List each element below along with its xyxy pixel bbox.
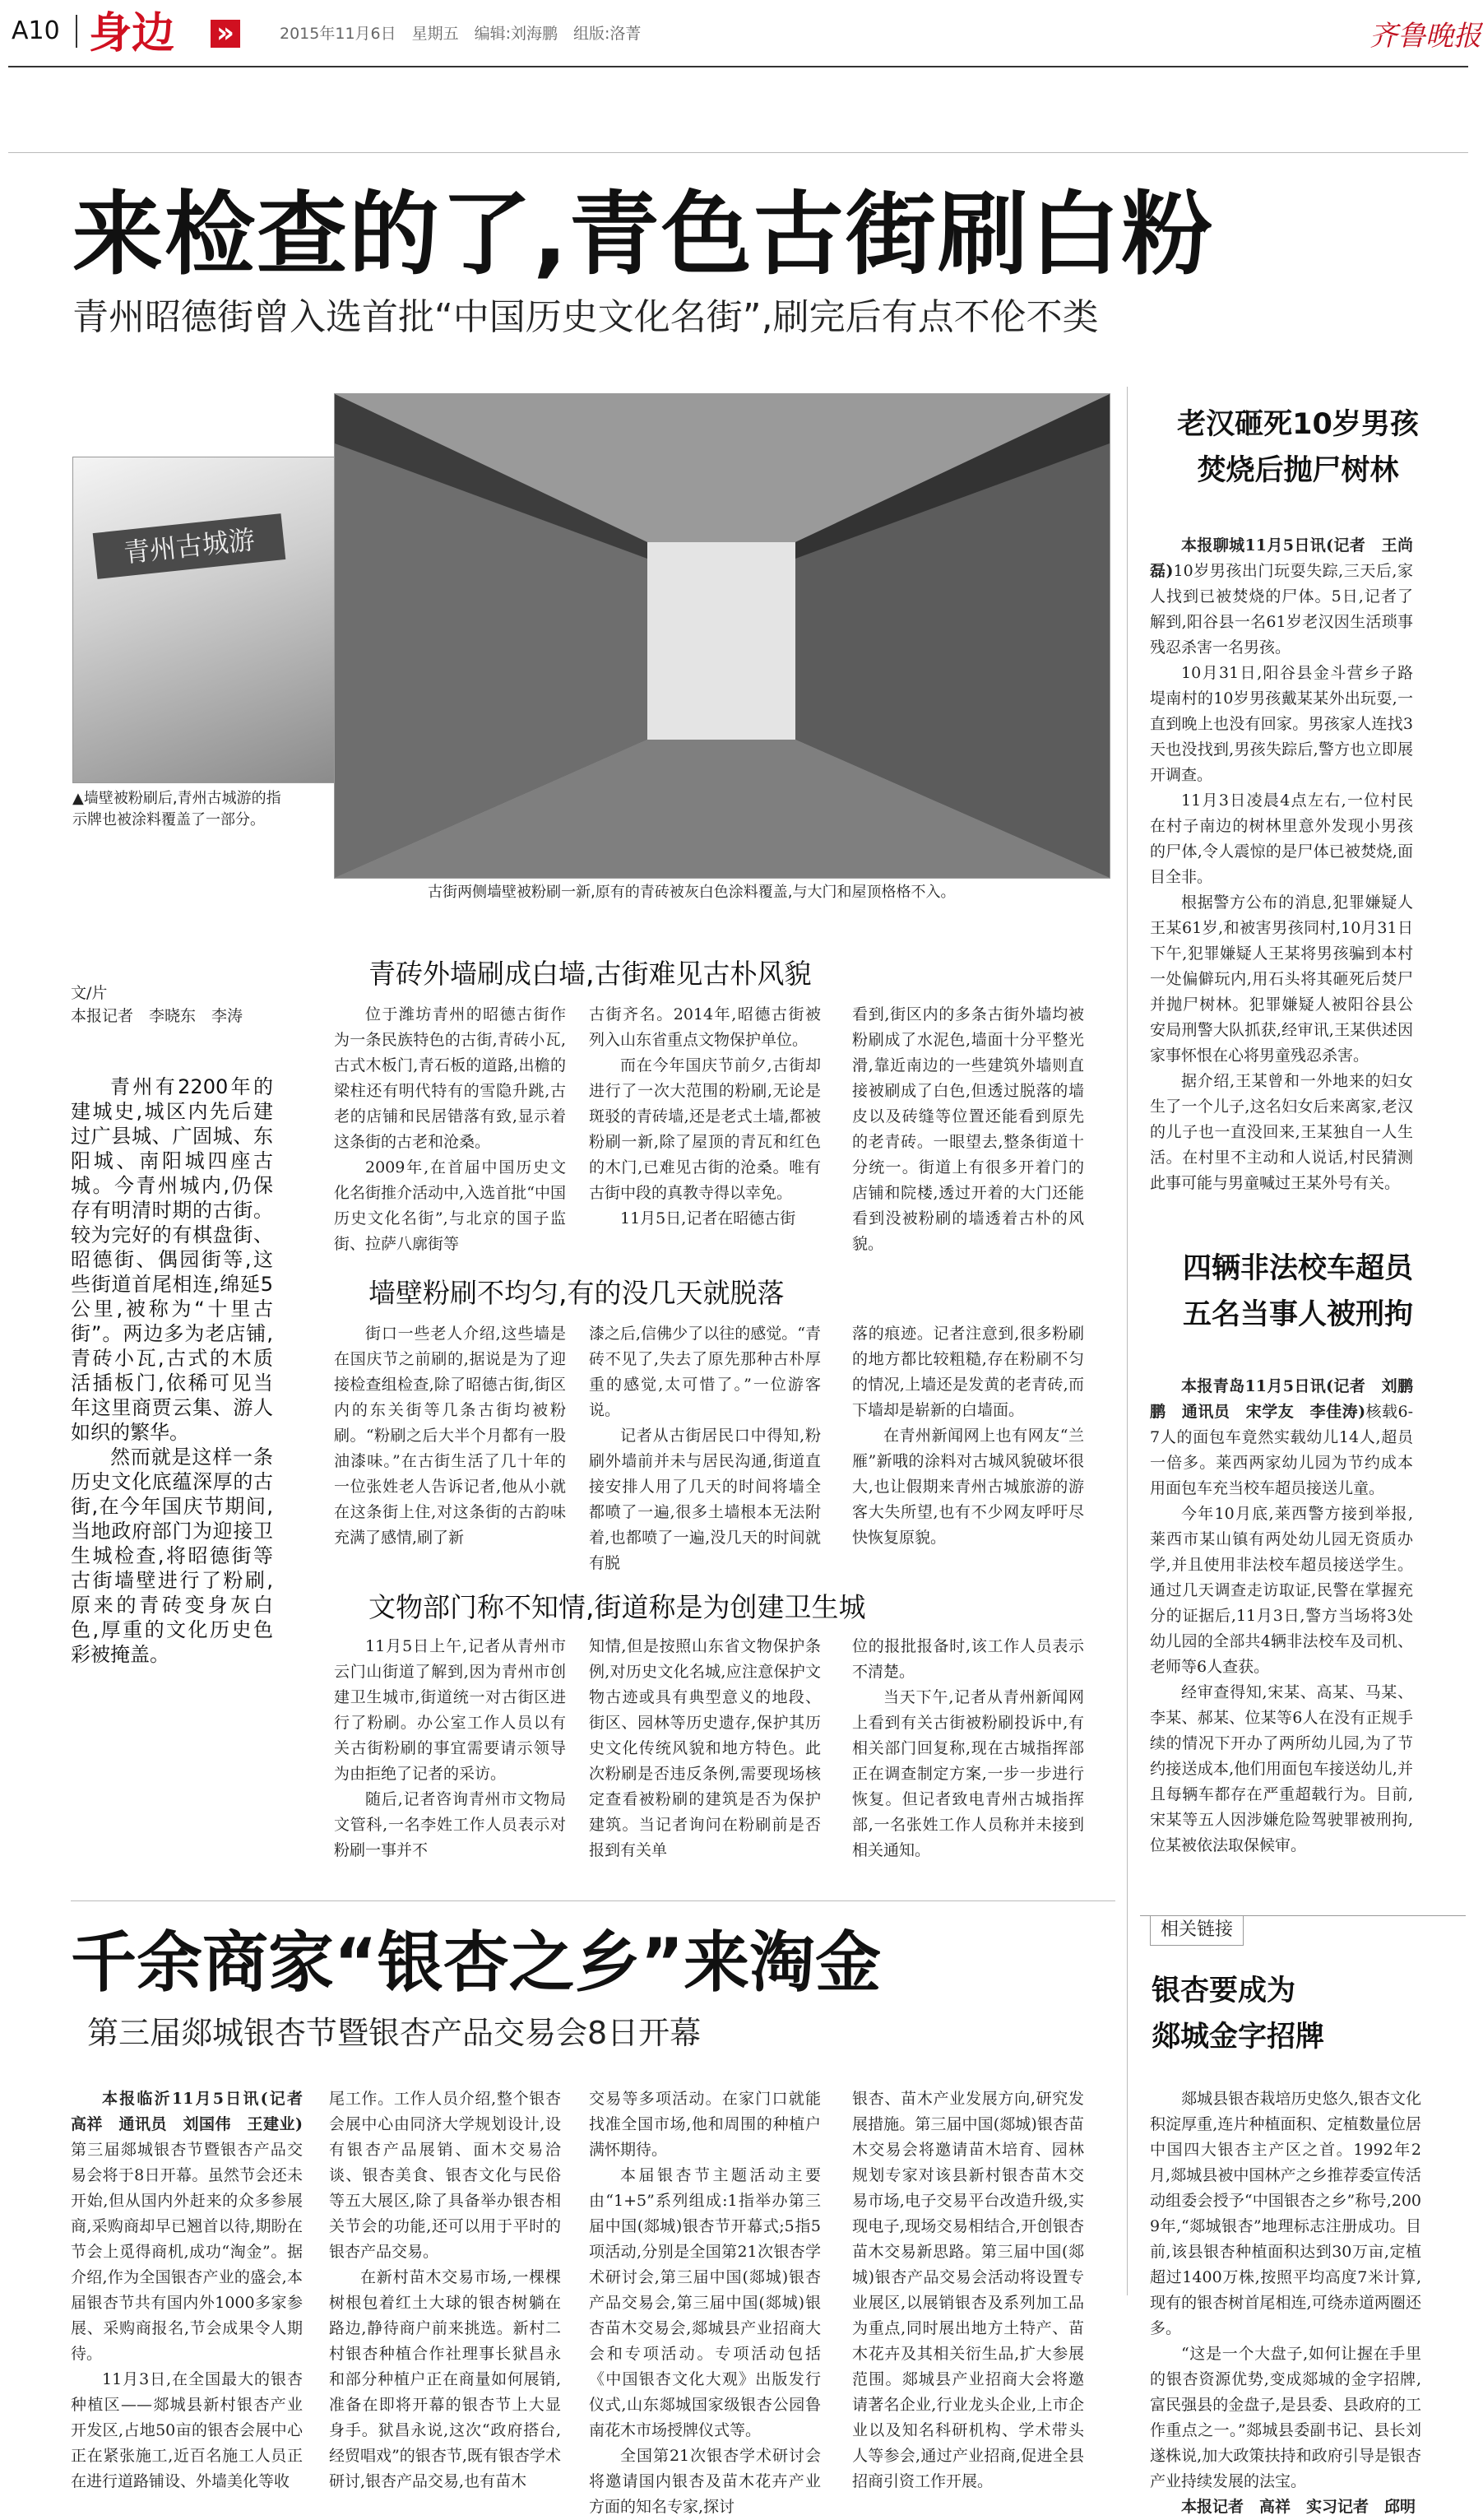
related-headline: [1152, 1968, 1324, 2060]
sidebar-story-2-body: [1150, 1374, 1413, 1859]
article-paragraph: [71, 2086, 319, 2367]
article-paragraph: 银杏、苗木产业发展方向,研究发展措施。第三届中国(郯城)银杏苗木交易会将邀请苗木培育、园林规划专家对该县新村银杏苗木交易市场,电子交易平台改造升级,实现电子,现场交易相结合,开创银杏苗木交易新思路。第三届中国(郯城)银杏产品交易会活动将设置专业展区,以展销银杏及系列加工品为重点,同时展出地方土特产、苗木花卉及其相关衍生品,扩大参展范围。郯城县产业招商大会将邀请著名企业,行业龙头企业,上市企业以及知名科研机构、学术带头人等参会,通过产业招商,促进全县招商引资工作开展。: [852, 2090, 1084, 2490]
byline-text-photo: 文/片: [71, 984, 108, 1002]
article-text: 核载6-7人的面包车竟然实载幼儿14人,超员一倍多。莱西两家幼儿园为节约成本用面包车充当校车超员接送儿童。: [1150, 1403, 1413, 1497]
article-paragraph: 古街齐名。2014年,昭德古街被列入山东省重点文物保护单位。: [589, 1005, 821, 1049]
sidebar-story-1-body: [1150, 533, 1413, 1196]
article-paragraph: 位的报批报备时,该工作人员表示不清楚。: [852, 1637, 1084, 1681]
photo-large-street: [334, 393, 1110, 879]
sub3-column-3: [852, 1634, 1084, 1863]
article-paragraph: 2009年,在首届中国历史文化名街推介活动中,入选首批“中国历史文化名街”,与北京的国子监街、拉萨八廓街等: [334, 1158, 566, 1253]
article-byline: 本报记者 高祥 实习记者 邱明: [1181, 2498, 1416, 2516]
article-paragraph: “这是一个大盘子,如何让握在手里的银杏资源优势,变成郯城的金字招牌,富民强县的金盘子,是县委、县政府的工作重点之一。”郯城县委副书记、县长刘遂株说,加大政策扶持和政府引导是银杏产业持续发展的法宝。: [1150, 2345, 1421, 2490]
article-paragraph: 11月5日上午,记者从青州市云门山街道了解到,因为青州市创建卫生城市,街道统一对古街区进行了粉刷。办公室工作人员以有关古街粉刷的事宜需要请示领导为由拒绝了记者的采访。: [334, 1637, 566, 1783]
sub1-column-2: [589, 1002, 821, 1232]
sub1-column-3: [852, 1002, 1084, 1257]
related-body: [1150, 2086, 1421, 2520]
sub2-column-3: [852, 1321, 1084, 1551]
sub2-column-1: [334, 1321, 566, 1551]
article-paragraph: 今年10月底,莱西警方接到举报,莱西市某山镇有两处幼儿园无资质办学,并且使用非法校车超员接送学生。通过几天调查走访取证,民警在掌握充分的证据后,11月3日,警方当场将3处幼儿园的全部共4辆非法校车及司机、老师等6人查获。: [1150, 1505, 1413, 1676]
article-paragraph: [1150, 533, 1413, 661]
article-paragraph: 知情,但是按照山东省文物保护条例,对历史文化名城,应注意保护文物古迹或具有典型意义的地段、街区、园林等历史遗存,保护其历史文化传统风貌和地方特色。此次粉刷是否违反条例,需要现场核定查看被粉刷的建筑是否为保护建筑。当记者询问在粉刷前是否报到有关单: [589, 1637, 821, 1859]
article-paragraph: 而在今年国庆节前夕,古街却进行了一次大范围的粉刷,无论是斑驳的青砖墙,还是老式土墙,都被粉刷一新,除了屋顶的青瓦和红色的木门,已难见古街的沧桑。唯有古街中段的真教寺得以幸免。: [589, 1056, 821, 1202]
sub2-column-2: [589, 1321, 821, 1576]
main-subheadline: 青州昭德街曾入选首批“中国历史文化名街”,刷完后有点不伦不类: [72, 296, 1099, 338]
sub3-column-1: [334, 1634, 566, 1863]
photo-sign-board: [93, 513, 286, 579]
article-paragraph: 尾工作。工作人员介绍,整个银杏会展中心由同济大学规划设计,设有银杏产品展销、面木交易洽谈、银杏美食、银杏文化与民俗等五大展区,除了具备举办银杏相关节会的功能,还可以用于平时的银杏产品交易。: [329, 2090, 561, 2261]
article-paragraph: 街口一些老人介绍,这些墙是在国庆节之前刷的,据说是为了迎接检查组检查,除了昭德古街,街区内的东关街等几条古街均被粉刷。“粉刷之后大半个月都有一股油漆味。”在古街生活了几十年的一位张姓老人告诉记者,他从小就在这条街上住,对这条街的古韵味充满了感情,刷了新: [334, 1325, 566, 1547]
second-column-4: [852, 2086, 1084, 2494]
sidebar-headline-line: 四辆非法校车超员: [1182, 1252, 1413, 1285]
article-paragraph: 全国第21次银杏学术研讨会将邀请国内银杏及苗木花卉产业方面的知名专家,探讨: [589, 2447, 821, 2516]
second-byline: 本报临沂11月5日讯(记者 高祥 通讯员 刘国伟 王建业): [71, 2090, 319, 2133]
related-link-label: 相关链接: [1150, 1915, 1244, 1946]
sidebar-story-2-headline: [1135, 1246, 1461, 1338]
article-text: 10岁男孩出门玩耍失踪,三天后,家人找到已被焚烧的尸体。5日,记者了解到,阳谷县一名61岁老汉因生活琐事残忍杀害一名男孩。: [1150, 562, 1413, 657]
sidebar-headline-line: 五名当事人被刑拘: [1182, 1298, 1413, 1331]
article-paragraph: 看到,街区内的多条古街外墙均被粉刷成了水泥色,墙面十分平整光滑,靠近南边的一些建筑外墙则直接被刷成了白色,但透过脱落的墙皮以及砖缝等位置还能看到原先的老青砖。一眼望去,整条街道十分统一。街道上有很多开着门的店铺和院楼,透过开着的大门还能看到没被粉刷的墙透着古朴的风貌。: [852, 1005, 1084, 1253]
section-title: [89, 8, 174, 59]
date-line: 2015年11月6日 星期五 编辑:刘海鹏 组版:洛菁: [280, 25, 642, 43]
article-paragraph: 据介绍,王某曾和一外地来的妇女生了一个儿子,这名妇女后来离家,老汉的儿子也一直没回来,王某独自一人生活。在村里不主动和人说话,村民猜测此事可能与男童喊过王某外号有关。: [1150, 1072, 1413, 1192]
article-text: 第三届郯城银杏节暨银杏产品交易会将于8日开幕。虽然节会还未开始,但从国内外赶来的众多参展商,采购商却早已翘首以待,期盼在节会上觅得商机,成功“淘金”。据介绍,作为全国银杏产业的盛会,本届银杏节共有国内外1000多家参展、采购商报名,节会成果令人期待。: [71, 2141, 303, 2363]
main-headline: 来检查的了,青色古街刷白粉: [72, 182, 1214, 287]
article-paragraph: 郯城县银杏栽培历史悠久,银杏文化积淀厚重,连片种植面积、定植数量位居中国四大银杏主产区之首。1992年2月,郯城县被中国林产之乡推荐委宣传活动组委会授予“中国银杏之乡”称号,2009年,“郯城银杏”地理标志注册成功。目前,该县银杏种植面积达到30万亩,定植超过1400万株,按照平均高度7米计算,现有的银杏树首尾相连,可绕赤道两圈还多。: [1150, 2090, 1421, 2337]
subsection-heading-1: 青砖外墙刷成白墙,古街难见古朴风貌: [368, 958, 812, 990]
subsection-heading-3: 文物部门称不知情,街道称是为创建卫生城: [368, 1591, 866, 1623]
subsection-heading-2: 墙壁粉刷不均匀,有的没几天就脱落: [368, 1277, 785, 1309]
related-headline-line: 郯城金字招牌: [1152, 2021, 1325, 2054]
sidebar-divider: [1127, 387, 1128, 2295]
article-paragraph: 当天下午,记者从青州新闻网上看到有关古街被粉刷投诉中,有相关部门回复称,现在古城指挥部正在调查制定方案,一步一步进行恢复。但记者致电青州古城指挥部,一名张姓工作人员称并未接到相关通知。: [852, 1688, 1084, 1859]
article-paragraph: 在青州新闻网上也有网友“兰雁”新哦的涂料对古城风貌破坏很大,也让假期来青州古城旅游的游客大失所望,也有不少网友呼吁尽快恢复原貌。: [852, 1427, 1084, 1547]
sub3-column-2: [589, 1634, 821, 1863]
photo-small-caption: ▲墙壁被粉刷后,青州古城游的指示牌也被涂料覆盖了一部分。: [72, 790, 281, 828]
photo-large-caption: 古街两侧墙壁被粉刷一新,原有的青砖被灰白色涂料覆盖,与大门和屋顶格格不入。: [428, 884, 956, 901]
article-paragraph: 在新村苗木交易市场,一棵棵树根包着红土大球的银杏树躺在路边,静待商户前来挑选。新村二村银杏种植合作社理事长狱昌永和部分种植户正在商量如何展销,准备在即将开幕的银杏节上大显身手。狱昌永说,这次“政府搭台,经贸唱戏”的银杏节,既有银杏学术研讨,银杏产品交易,也有苗木: [329, 2268, 561, 2490]
lead-paragraphs: [71, 1074, 273, 1667]
chevron-right-icon: »: [216, 16, 234, 49]
section-arrows-badge: [211, 16, 240, 49]
sub1-column-1: [334, 1002, 566, 1257]
article-paragraph: 交易等多项活动。在家门口就能找准全国市场,他和周围的种植户满怀期待。: [589, 2090, 821, 2159]
article-paragraph: 落的痕迹。记者注意到,很多粉刷的地方都比较粗糙,存在粉刷不匀的情况,上墙还是发黄的老青砖,而下墙却是崭新的白墙面。: [852, 1325, 1084, 1419]
article-paragraph: 漆之后,信佛少了以往的感觉。“青砖不见了,失去了原先那种古朴厚重的感觉,太可惜了。”一位游客说。: [589, 1325, 821, 1419]
second-column-3: [589, 2086, 821, 2520]
article-paragraph: 位于潍坊青州的昭德古街作为一条民族特色的古街,青砖小瓦,古式木板门,青石板的道路,出檐的梁柱还有明代特有的雪隐升跳,古老的店铺和民居错落有致,显示着这条街的古老和沧桑。: [334, 1005, 566, 1151]
sidebar-headline-line: 老汉砸死10岁男孩: [1177, 408, 1419, 441]
lead-paragraph-2: 然而就是这样一条历史文化底蕴深厚的古街,在今年国庆节期间,当地政府部门为迎接卫生城检查,将昭德街等古街墙壁进行了粉刷,原来的青砖变身灰白色,厚重的文化历史色彩被掩盖。: [71, 1446, 273, 1666]
article-paragraph: 11月5日,记者在昭德古街: [620, 1209, 796, 1228]
second-story-rule: [71, 1900, 1115, 1901]
article-paragraph: 随后,记者咨询青州市文物局文管科,一名李姓工作人员表示对粉刷一事并不: [334, 1790, 566, 1859]
article-paragraph: [1150, 1374, 1413, 1501]
sidebar-story-1-headline: [1135, 401, 1461, 494]
section-label: 身边: [89, 9, 175, 58]
header-rule-thin: [8, 152, 1468, 153]
article-paragraph: 本届银杏节主题活动主要由“1+5”系列组成:1指举办第三届中国(郯城)银杏节开幕式;5指5项活动,分别是全国第21次银杏学术研讨会,第三届中国(郯城)银杏产品交易会,第三届中国(郯城)银杏苗木交易会,郯城县产业招商大会和专项活动。专项活动包括《中国银杏文化大观》出版发行仪式,山东郯城国家级银杏公园鲁南花木市场授牌仪式等。: [589, 2166, 821, 2439]
byline-reporters: 本报记者 李晓东 李涛: [71, 1007, 243, 1025]
article-paragraph: 经审查得知,宋某、高某、马某、李某、郝某、位某等6人在没有正规手续的情况下开办了两所幼儿园,为了节约接送成本,他们用面包车接送幼儿,并且每辆车都存在严重超载行为。目前,宋某等五人因涉嫌危险驾驶罪被刑拘,位某被依法取保候审。: [1150, 1683, 1413, 1854]
page-number: A10: [12, 16, 60, 45]
article-paragraph: 10月31日,阳谷县金斗营乡子路堤南村的10岁男孩戴某某外出玩耍,一直到晚上也没有回家。男孩家人连找3天也没找到,男孩失踪后,警方也立即展开调查。: [1150, 664, 1413, 784]
paper-name-logo: 齐鲁晚报: [1369, 20, 1481, 53]
header-rule: [8, 66, 1468, 67]
article-paragraph: 11月3日凌晨4点左右,一位村民在村子南边的树林里意外发现小男孩的尸体,令人震惊的是尸体已被焚烧,面目全非。: [1150, 791, 1413, 886]
article-paragraph: 记者从古街居民口中得知,粉刷外墙前并未与居民沟通,街道直接安排人用了几天的时间将墙全都喷了一遍,很多土墙根本无法附着,也都喷了一遍,没几天的时间就有脱: [589, 1427, 821, 1572]
second-headline: 千余商家“银杏之乡”来淘金: [71, 1924, 882, 2001]
sidebar-byline: 本报青岛11月5日讯(记者 刘鹏鹏 通讯员 宋学友 李佳涛): [1150, 1377, 1413, 1421]
lead-paragraph: 青州有2200年的建城史,城区内先后建过广县城、广固城、东阳城、南阳城四座古城。今青州城内,仍保存有明清时期的古街。较为完好的有棋盘街、昭德街、偶园街等,这些街道首尾相连,绵延5公里,被称为“十里古街”。两边多为老店铺,青砖小瓦,古式的木质活插板门,依稀可见当年这里商贾云集、游人如织的繁华。: [71, 1075, 273, 1444]
related-headline-line: 银杏要成为: [1152, 1975, 1296, 2007]
photo-small-sign: [72, 457, 345, 783]
sidebar-headline-line: 焚烧后抛尸树林: [1197, 454, 1399, 487]
photo-sign-text: 青州古城游: [122, 523, 257, 569]
second-column-1: [71, 2086, 319, 2494]
street-photo-illustration: [335, 394, 1110, 878]
article-paragraph: 根据警方公布的消息,犯罪嫌疑人王某61岁,和被害男孩同村,10月31日下午,犯罪嫌疑人王某将男孩骗到本村一处偏僻玩内,用石头将其砸死后焚尸并抛尸树林。犯罪嫌疑人被阳谷县公安局刑警大队抓获,经审讯,王某供述因家事怀恨在心将男童残忍杀害。: [1150, 893, 1413, 1065]
second-column-2: [329, 2086, 561, 2494]
second-subheadline: 第三届郯城银杏节暨银杏产品交易会8日开幕: [87, 2015, 702, 2051]
sidebar-byline: 本报聊城11月5日讯(记者 王尚磊): [1150, 536, 1413, 580]
article-paragraph: 11月3日,在全国最大的银杏种植区——郯城县新村银杏产业开发区,占地50亩的银杏会展中心正在紧张施工,近百名施工人员正在进行道路铺设、外墙美化等收: [71, 2370, 303, 2490]
page-number-divider: [76, 15, 77, 48]
